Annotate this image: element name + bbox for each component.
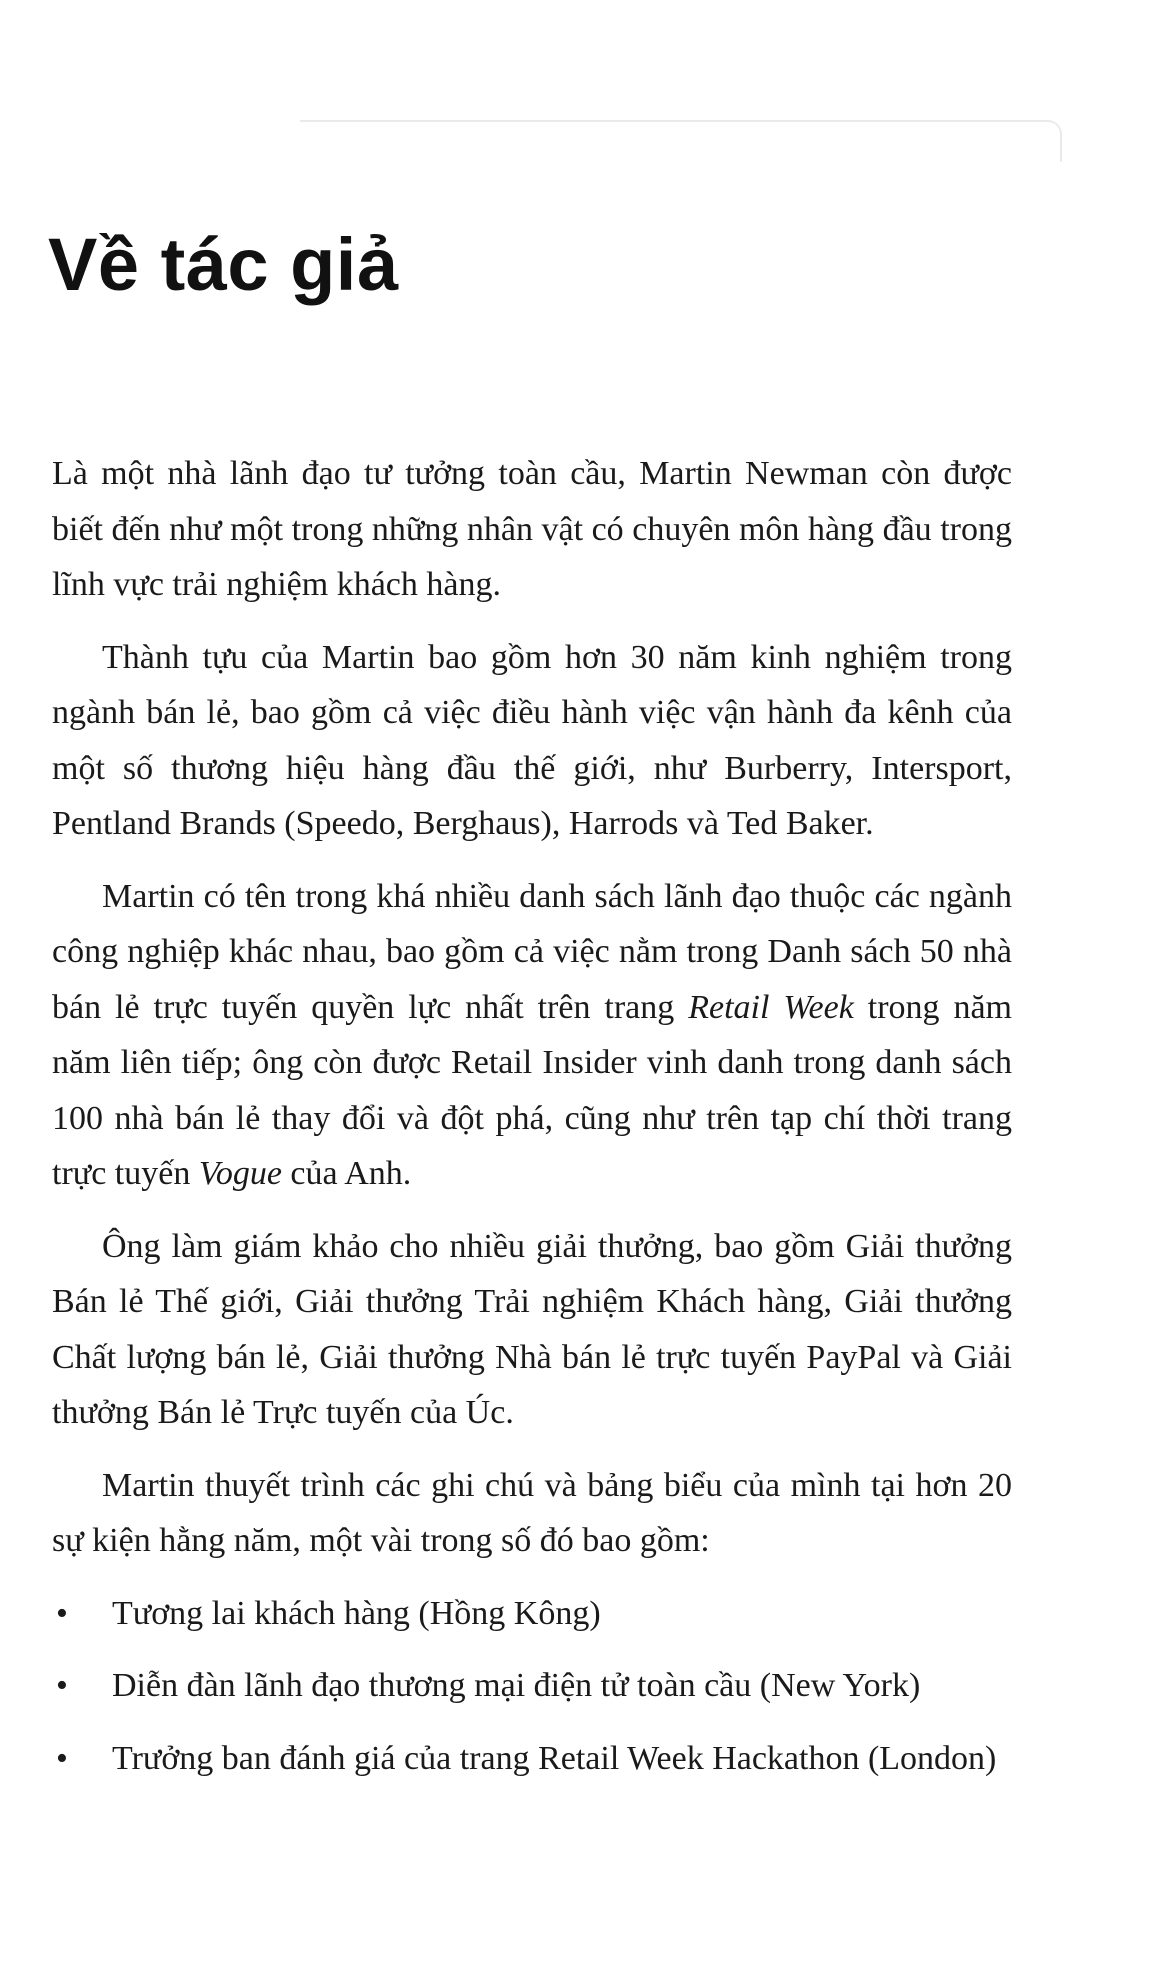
- bullet-marker: •: [56, 1667, 68, 1704]
- page-title: Về tác giả: [48, 223, 399, 306]
- list-item: [52, 1731, 1012, 1787]
- running-head-bleed: [300, 120, 1062, 162]
- paragraph-awards: Ông làm giám khảo cho nhiều giải thưởng, bao gồm Giải thưởng Bán lẻ Thế giới, Giải thưởng Trải nghiệm Khách hàng, Giải thưởng Chất lượng bán lẻ, Giải thưởng Nhà bán lẻ trực tuyến PayPal và Giải thưởng Bán lẻ Trực tuyến của Úc.: [52, 1227, 1012, 1431]
- paragraph-leader-lists: [52, 869, 1012, 1202]
- list-item-text: Diễn đàn lãnh đạo thương mại điện tử toàn cầu (New York): [112, 1667, 921, 1704]
- vogue-italic: Vogue: [198, 1155, 282, 1192]
- paragraph-achievements: Thành tựu của Martin bao gồm hơn 30 năm kinh nghiệm trong ngành bán lẻ, bao gồm cả việc điều hành việc vận hành đa kênh của một số thương hiệu hàng đầu thế giới, như Burberry, Intersport, Pentland Brands (Speedo, Berghaus), Harrods và Ted Baker.: [52, 638, 1012, 842]
- paragraph-leader-lists-part2: trong năm năm liên tiếp; ông còn được Retail Insider vinh danh trong danh sách 100 nhà bán lẻ thay đổi và đột phá, cũng như trên tạp chí thời trang trực tuyến: [52, 988, 1012, 1192]
- list-item-text: Tương lai khách hàng (Hồng Kông): [112, 1594, 601, 1632]
- page-content: [52, 446, 1012, 1803]
- paragraph-leader-lists-part1: Martin có tên trong khá nhiều danh sách lãnh đạo thuộc các ngành công nghiệp khác nhau, bao gồm cả việc nằm trong Danh sách 50 nhà bán lẻ trực tuyến quyền lực nhất trên trang: [52, 877, 1012, 1026]
- list-item-text: Trưởng ban đánh giá của trang Retail Week Hackathon (London): [112, 1739, 997, 1777]
- bullet-marker: •: [56, 1739, 68, 1777]
- retail-week-italic: Retail Week: [688, 988, 854, 1026]
- list-item: [52, 1586, 1012, 1642]
- list-item: [52, 1658, 1012, 1714]
- bullet-marker: •: [56, 1594, 68, 1632]
- paragraph-events: Martin thuyết trình các ghi chú và bảng biểu của mình tại hơn 20 sự kiện hằng năm, một vài trong số đó bao gồm:: [52, 1466, 1012, 1559]
- paragraph-intro: Là một nhà lãnh đạo tư tưởng toàn cầu, Martin Newman còn được biết đến như một trong những nhân vật có chuyên môn hàng đầu trong lĩnh vực trải nghiệm khách hàng.: [52, 455, 1012, 603]
- paragraph-leader-lists-part3: của Anh.: [281, 1155, 412, 1192]
- events-list: [52, 1586, 1012, 1787]
